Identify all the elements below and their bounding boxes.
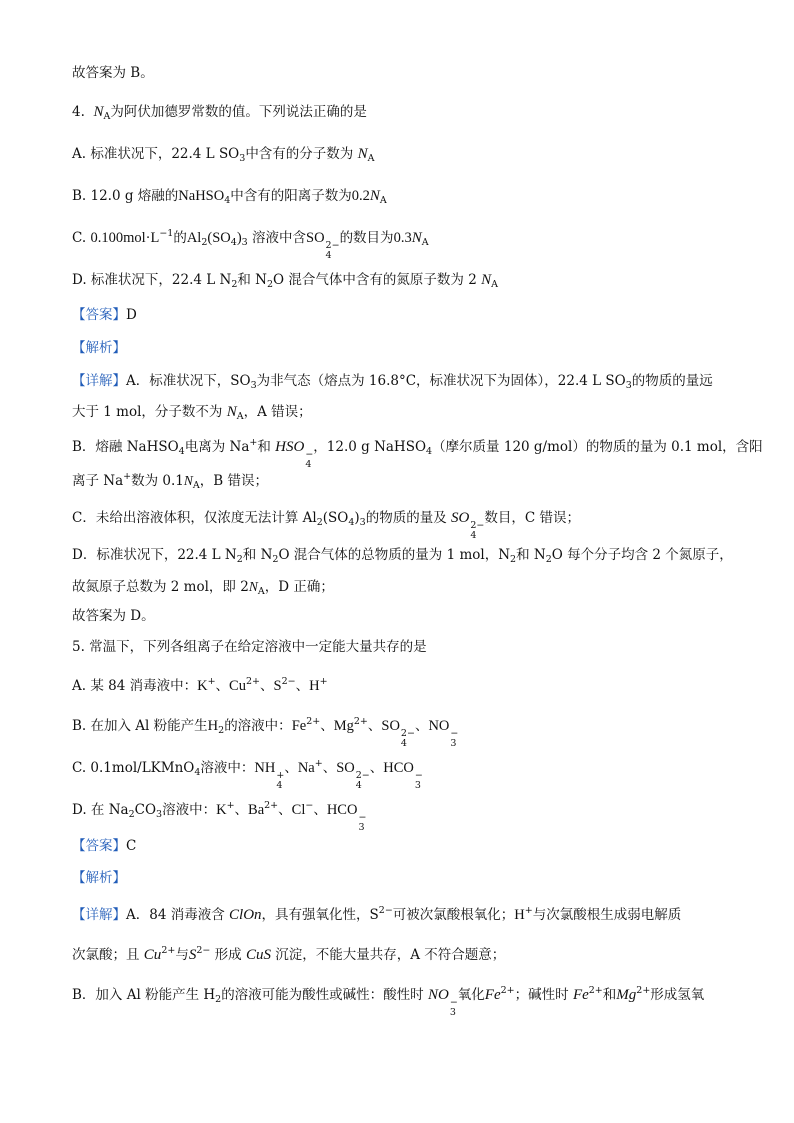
q5-option-d: D. 在 $Na_2CO_3$溶液中：K+、$Ba^{2+}$、Cl−、HCO − 3 xyxy=(72,800,367,833)
conclusion-4: 故答案为 D。 xyxy=(72,608,155,624)
explain-4b-cont: 离子 Na+数为 $0.1N_A$，B 错误； xyxy=(72,471,268,491)
option-b: B. 12.0 g 熔融的NaHSO$_4$中含有的阳离子数为$0.2N_A$ xyxy=(72,188,387,206)
analysis-label-4: 【解析】 xyxy=(72,340,126,356)
explain-5a-cont: 次氯酸；且 $Cu^{2+}$与$S^{2-}$ 形成 CuS 沉淀，不能大量共存，A 不符合题意； xyxy=(72,945,506,963)
explain-5a: 【详解】A．84 消毒液含 ClOn，具有强氧化性，$S^{2-}$可被次氯酸根氧化；H+与次氯酸根生成弱电解质 xyxy=(72,905,682,923)
explain-4a-cont: 大于 1 mol，分子数不为 $N_A$，A 错误； xyxy=(72,404,312,422)
q5-option-c: C. 0.1mol/LKMnO$_4$溶液中：NH + 4 、Na+、SO 2− 4 、HCO − 3 xyxy=(72,758,423,791)
answer-4: 【答案】D xyxy=(72,307,137,323)
option-d: D. 标准状况下，22.4 L $N_2$和 $N_2O$ 混合气体中含有的氮原子数为 2 $N_A$ xyxy=(72,272,498,290)
q5-option-a: A. 某 84 消毒液中：K+、$Cu^{2+}$、$S^{2-}$、H+ xyxy=(72,676,328,694)
answer-5: 【答案】C xyxy=(72,838,137,854)
option-c: C. $0.100mol\cdot L^{-1}$的$Al_2(SO_4)_3$ 溶液中含SO 2− 4 的数目为$0.3N_A$ xyxy=(72,228,429,261)
text-line: 故答案为 B。 xyxy=(72,65,154,81)
explain-5b: B．加入 Al 粉能产生 $H_2$的溶液可能为酸性或碱性：酸性时 NO − 3 氧化$Fe^{2+}$；碱性时 $Fe^{2+}$和$Mg^{2+}$形成氢氧 xyxy=(72,985,705,1018)
explain-4c: C．未给出溶液体积，仅浓度无法计算 $Al_2(SO_4)_3$的物质的量及 SO 2− 4 数目，C 错误； xyxy=(72,510,580,541)
question-5-title: 5. 常温下，下列各组离子在给定溶液中一定能大量共存的是 xyxy=(72,639,427,655)
explain-4d-cont: 故氮原子总数为 2 mol，即 $2N_A$，D 正确； xyxy=(72,579,334,597)
analysis-label-5: 【解析】 xyxy=(72,870,126,886)
explain-4d: D．标准状况下，22.4 L $N_2$和 $N_2O$ 混合气体的总物质的量为 1 mol，$N_2$和 $N_2O$ 每个分子均含 2 个氮原子， xyxy=(72,547,733,565)
explain-4b: B．熔融 NaHSO$_4$电离为 Na+和 HSO − 4 ，12.0 g NaHSO$_4$（摩尔质量 120 g/mol）的物质的量为 0.1 mol，含阳 xyxy=(72,437,763,470)
q5-option-b: B. 在加入 Al 粉能产生$H_2$的溶液中：$Fe^{2+}$、$Mg^{2+}$、SO 2− 4 、NO − 3 xyxy=(72,716,459,749)
explain-4a: 【详解】A．标准状况下，$SO_3$为非气态（熔点为 16.8°C，标准状况下为固体），22.4 L $SO_3$的物质的量远 xyxy=(72,373,713,391)
option-a: A. 标准状况下，22.4 L $SO_3$中含有的分子数为 $N_A$ xyxy=(72,146,375,164)
question-4-title: 4. $N_A$为阿伏加德罗常数的值。下列说法正确的是 xyxy=(72,104,367,122)
